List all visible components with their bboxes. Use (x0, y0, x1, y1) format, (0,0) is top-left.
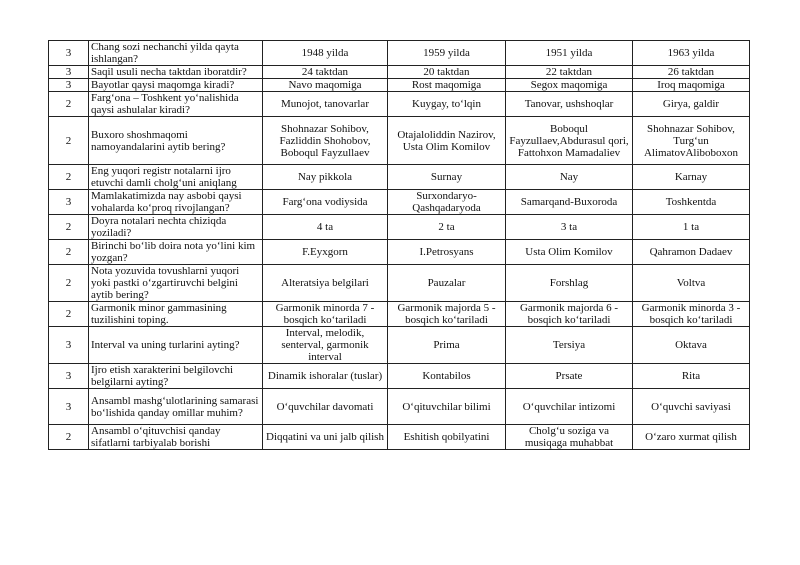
answer-option-cell: 1 ta (633, 215, 750, 240)
difficulty-level-cell: 2 (49, 92, 89, 117)
table-row (49, 302, 750, 327)
answer-option-cell: Oktava (633, 327, 750, 364)
correct-answer-cell: Interval, melodik, senterval, garmonik interval (263, 327, 388, 364)
table-row (49, 327, 750, 364)
answer-option-cell: O‘zaro xurmat qilish (633, 425, 750, 450)
correct-answer-cell: 24 taktdan (263, 66, 388, 79)
quiz-table (48, 40, 750, 450)
answer-option-cell: Girya, galdir (633, 92, 750, 117)
correct-answer-cell: Munojot, tanovarlar (263, 92, 388, 117)
answer-option-cell: 26 taktdan (633, 66, 750, 79)
difficulty-level-cell: 3 (49, 364, 89, 389)
answer-option-cell: Segox maqomiga (506, 79, 633, 92)
correct-answer-cell: Nay pikkola (263, 165, 388, 190)
answer-option-cell: Voltva (633, 265, 750, 302)
answer-option-cell: O‘quvchi saviyasi (633, 389, 750, 425)
question-cell: Chang sozi nechanchi yilda qayta ishlangan? (89, 41, 263, 66)
table-row (49, 389, 750, 425)
question-cell: Ijro etish xarakterini belgilovchi belgilarni ayting? (89, 364, 263, 389)
table-row (49, 215, 750, 240)
table-row (49, 165, 750, 190)
answer-option-cell: Iroq maqomiga (633, 79, 750, 92)
answer-option-cell: Cholg‘u soziga va musiqaga muhabbat (506, 425, 633, 450)
difficulty-level-cell: 3 (49, 389, 89, 425)
answer-option-cell: O‘qituvchilar bilimi (388, 389, 506, 425)
answer-option-cell: I.Petrosyans (388, 240, 506, 265)
answer-option-cell: Samarqand-Buxoroda (506, 190, 633, 215)
answer-option-cell: Rita (633, 364, 750, 389)
difficulty-level-cell: 3 (49, 79, 89, 92)
question-cell: Ansambl mashg‘ulotlarining samarasi bo‘lishida qanday omillar muhim? (89, 389, 263, 425)
question-cell: Nota yozuvida tovushlarni yuqori yoki pastki o‘zgartiruvchi belgini aytib bering? (89, 265, 263, 302)
difficulty-level-cell: 3 (49, 66, 89, 79)
answer-option-cell: Prsate (506, 364, 633, 389)
table-row (49, 265, 750, 302)
question-cell: Saqil usuli necha taktdan iboratdir? (89, 66, 263, 79)
answer-option-cell: 2 ta (388, 215, 506, 240)
answer-option-cell: Karnay (633, 165, 750, 190)
table-row (49, 425, 750, 450)
correct-answer-cell: Dinamik ishoralar (tuslar) (263, 364, 388, 389)
answer-option-cell: Garmonik minorda 3 - bosqich ko‘tariladi (633, 302, 750, 327)
difficulty-level-cell: 2 (49, 117, 89, 165)
correct-answer-cell: O‘quvchilar davomati (263, 389, 388, 425)
question-cell: Birinchi bo‘lib doira nota yo‘lini kim yozgan? (89, 240, 263, 265)
answer-option-cell: Garmonik majorda 6 - bosqich ko‘tariladi (506, 302, 633, 327)
answer-option-cell: 22 taktdan (506, 66, 633, 79)
correct-answer-cell: Garmonik minorda 7 - bosqich ko‘tariladi (263, 302, 388, 327)
difficulty-level-cell: 2 (49, 425, 89, 450)
answer-option-cell: 1963 yilda (633, 41, 750, 66)
table-row (49, 240, 750, 265)
answer-option-cell: Forshlag (506, 265, 633, 302)
table-row (49, 66, 750, 79)
answer-option-cell: Usta Olim Komilov (506, 240, 633, 265)
quiz-table-body (49, 41, 750, 450)
answer-option-cell: 1951 yilda (506, 41, 633, 66)
difficulty-level-cell: 2 (49, 240, 89, 265)
answer-option-cell: Eshitish qobilyatini (388, 425, 506, 450)
answer-option-cell: Prima (388, 327, 506, 364)
difficulty-level-cell: 2 (49, 265, 89, 302)
table-row (49, 190, 750, 215)
answer-option-cell: Tanovar, ushshoqlar (506, 92, 633, 117)
answer-option-cell: 3 ta (506, 215, 633, 240)
table-row (49, 41, 750, 66)
answer-option-cell: Garmonik majorda 5 - bosqich ko‘tariladi (388, 302, 506, 327)
question-cell: Eng yuqori registr notalarni ijro etuvchi damli cholg‘uni aniqlang (89, 165, 263, 190)
question-cell: Farg‘ona – Toshkent yo‘nalishida qaysi ashulalar kiradi? (89, 92, 263, 117)
difficulty-level-cell: 2 (49, 302, 89, 327)
question-cell: Bayotlar qaysi maqomga kiradi? (89, 79, 263, 92)
difficulty-level-cell: 3 (49, 327, 89, 364)
question-cell: Ansambl o‘qituvchisi qanday sifatlarni tarbiyalab borishi (89, 425, 263, 450)
answer-option-cell: O‘quvchilar intizomi (506, 389, 633, 425)
difficulty-level-cell: 2 (49, 165, 89, 190)
correct-answer-cell: Farg‘ona vodiysida (263, 190, 388, 215)
table-row (49, 364, 750, 389)
question-cell: Garmonik minor gammasining tuzilishini toping. (89, 302, 263, 327)
answer-option-cell: Kontabilos (388, 364, 506, 389)
answer-option-cell: Surxondaryo-Qashqadaryoda (388, 190, 506, 215)
correct-answer-cell: Navo maqomiga (263, 79, 388, 92)
question-cell: Interval va uning turlarini ayting? (89, 327, 263, 364)
correct-answer-cell: Alteratsiya belgilari (263, 265, 388, 302)
correct-answer-cell: Diqqatini va uni jalb qilish (263, 425, 388, 450)
table-row (49, 92, 750, 117)
correct-answer-cell: Shohnazar Sohibov, Fazliddin Shohobov, Boboqul Fayzullaev (263, 117, 388, 165)
answer-option-cell: Surnay (388, 165, 506, 190)
question-cell: Mamlakatimizda nay asbobi qaysi vohalarda ko‘proq rivojlangan? (89, 190, 263, 215)
table-row (49, 79, 750, 92)
answer-option-cell: Tersiya (506, 327, 633, 364)
answer-option-cell: Toshkentda (633, 190, 750, 215)
correct-answer-cell: 4 ta (263, 215, 388, 240)
answer-option-cell: Qahramon Dadaev (633, 240, 750, 265)
answer-option-cell: Rost maqomiga (388, 79, 506, 92)
question-cell: Doyra notalari nechta chiziqda yoziladi? (89, 215, 263, 240)
answer-option-cell: Nay (506, 165, 633, 190)
answer-option-cell: 20 taktdan (388, 66, 506, 79)
question-cell: Buxoro shoshmaqomi namoyandalarini aytib bering? (89, 117, 263, 165)
table-row (49, 117, 750, 165)
answer-option-cell: Kuygay, to‘lqin (388, 92, 506, 117)
answer-option-cell: Shohnazar Sohibov, Turg‘un AlimatovAliboboxon (633, 117, 750, 165)
correct-answer-cell: 1948 yilda (263, 41, 388, 66)
correct-answer-cell: F.Eyxgorn (263, 240, 388, 265)
difficulty-level-cell: 2 (49, 215, 89, 240)
answer-option-cell: Boboqul Fayzullaev,Abdurasul qori, Fattohxon Mamadaliev (506, 117, 633, 165)
difficulty-level-cell: 3 (49, 41, 89, 66)
document-page (48, 40, 750, 450)
answer-option-cell: 1959 yilda (388, 41, 506, 66)
difficulty-level-cell: 3 (49, 190, 89, 215)
answer-option-cell: Pauzalar (388, 265, 506, 302)
answer-option-cell: Otajaloliddin Nazirov, Usta Olim Komilov (388, 117, 506, 165)
